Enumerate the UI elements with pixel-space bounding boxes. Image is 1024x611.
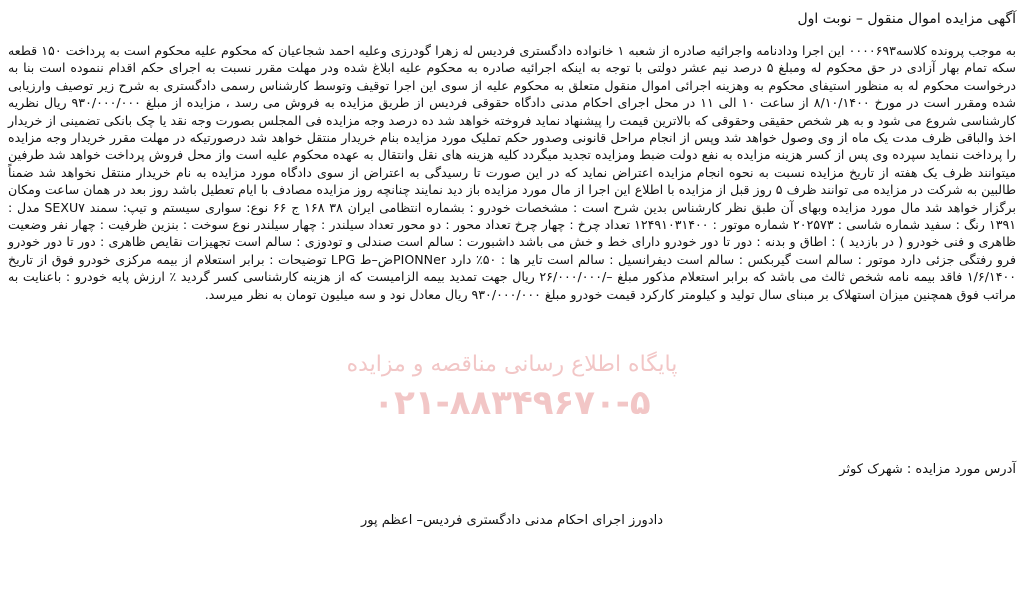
watermark-site-name: پایگاه اطلاع رسانی مناقصه و مزایده xyxy=(346,352,678,377)
officer-signature: دادورز اجرای احکام مدنی دادگستری فردیس– اعظم پور xyxy=(360,513,664,528)
auction-address: آدرس مورد مزایده : شهرک کوثر xyxy=(839,462,1016,477)
notice-body: به موجب پرونده کلاسه۰۰۰۰۶۹۳ این اجرا ودادنامه واجرائیه صادره از شعبه ۱ خانواده دادگستری فردیس له زهرا گودرزی وعلیه احمد شجاعیان که محکوم علیه محکوم است به پرداخت ۱۵۰ قطعه سکه تمام بهار آزادی در حق محکوم له ومبلغ ۵ درصد نیم عشر دولتی با توجه به اینکه اجرائیه صادره به محکوم علیه ابلاغ شده ودر مهلت مقرر نسبت به اجرای حکم اقدام ننموده است بنا به درخواست محکوم له به منظور استیفای محکوم به وهزینه اجرائی اموال منقول متعلق به محکوم علیه از سوی این اجرا توقیف وتوسط کارشناس رسمی دادگستری به شرح زیر توصیف وارزیابی شده ومقرر است در مورخ ۸/۱۰/۱۴۰۰ از ساعت ۱۰ الی ۱۱ در محل اجرای احکام مدنی دادگاه حقوقی فردیس از طریق مزایده به فروش می رسد ، مزایده از مبلغ ۹۳۰/۰۰۰/۰۰۰ ریال نظریه کارشناسی شروع می شود و به هر شخص حقیقی وحقوقی که بالاترین قیمت را پیشنهاد نماید فروخته خواهد شد ده درصد وجه مزایده فی المجلس بصورت وجه نقد یا چک بانکی تضمینی از خریدار اخذ والباقی ظرف مدت یک ماه از وی وصول خواهد شد وپس از انجام مراحل قانونی وصدور حکم تملیک مورد مزایده بنام خریدار منتقل خواهد شد درصورتیکه در مهلت مقرر خریدار وجه مزایده را پرداخت ننماید سپرده وی پس از کسر هزینه مزایده به نفع دولت ضبط ومزایده تجدید میگردد کلیه هزینه های نقل وانتقال به عهده محکوم علیه است واز محل فروش پرداخت خواهد شد طرفین میتوانند ظرف یک هفته از تاریخ مزایده نسبت به نحوه انجام مزایده اعتراض نماید که در این صورت تا رسیدگی به اعتراض از سوی دادگاه مورد مزایده به نام خریدار منتقل نخواهد شد ضمناً طالبین به شرکت در مزایده می توانند ظرف ۵ روز قبل از مزایده با اطلاع این اجرا از مال مورد مزایده باز دید نمایند چنانچه روز مزایده مصادف با ایام تعطیل باشد روز بعد در همان ساعت ومکان برگزار خواهد شد مال مورد مزایده وبهای آن طبق نظر کارشناس بدین شرح است : مشخصات خودرو : بشماره انتظامی ایران ۳۸ ۱۶۸ ج ۶۶ نوع: سواری سیستم و تیپ: سمند SEXU۷ مدل : ۱۳۹۱ رنگ : سفید شماره شاسی : ۲۰۲۵۷۳ شماره موتور : ۱۲۴۹۱۰۳۱۴۰۰ تعداد چرخ : چهار چرخ تعداد محور : دو محور تعداد سیلندر : چهار سیلندر نوع سوخت : بنزین ظرفیت : چهار نفر وضعیت ظاهری و فنی خودرو ( در بازدید ) : اطاق و بدنه : دور تا دور خودرو دارای خط و خش می باشد داشبورت : سالم است صندلی و تودوزی : سالم است تجهیزات نقایص ظاهری : دور تا دور خودرو فرو رفتگی جزئی دارد موتور : سالم است گیربکس : سالم است دیفرانسیل : سالم است تایر ها : ۵۰٪ دارد PIONNerض–ط LPG توضیحات : برابر استعلام از بیمه مرکزی خودرو فوق از تاریخ ۱/۶/۱۴۰۰ فاقد بیمه نامه شخص ثالث می باشد که برابر استعلام مذکور مبلغ –/۲۶/۰۰۰/۰۰۰ ریال جهت تمدید بیمه الزامیست که از هزینه کارشناسی کسر گردید ٪ ارزش پایه خودرو : باعنایت به مراتب فوق همچنین میزان استهلاک بر مبنای سال تولید و کیلومتر کارکرد قیمت خودرو مبلغ ۹۳۰/۰۰۰/۰۰۰ ریال معادل نود و سه میلیون تومان به نظر میرسد. xyxy=(8,43,1017,302)
notice-title: آگهی مزایده اموال منقول – نوبت اول xyxy=(797,11,1016,27)
watermark-phone: ۰۲۱-۸۸۳۴۹۶۷۰-۵ xyxy=(373,383,651,423)
